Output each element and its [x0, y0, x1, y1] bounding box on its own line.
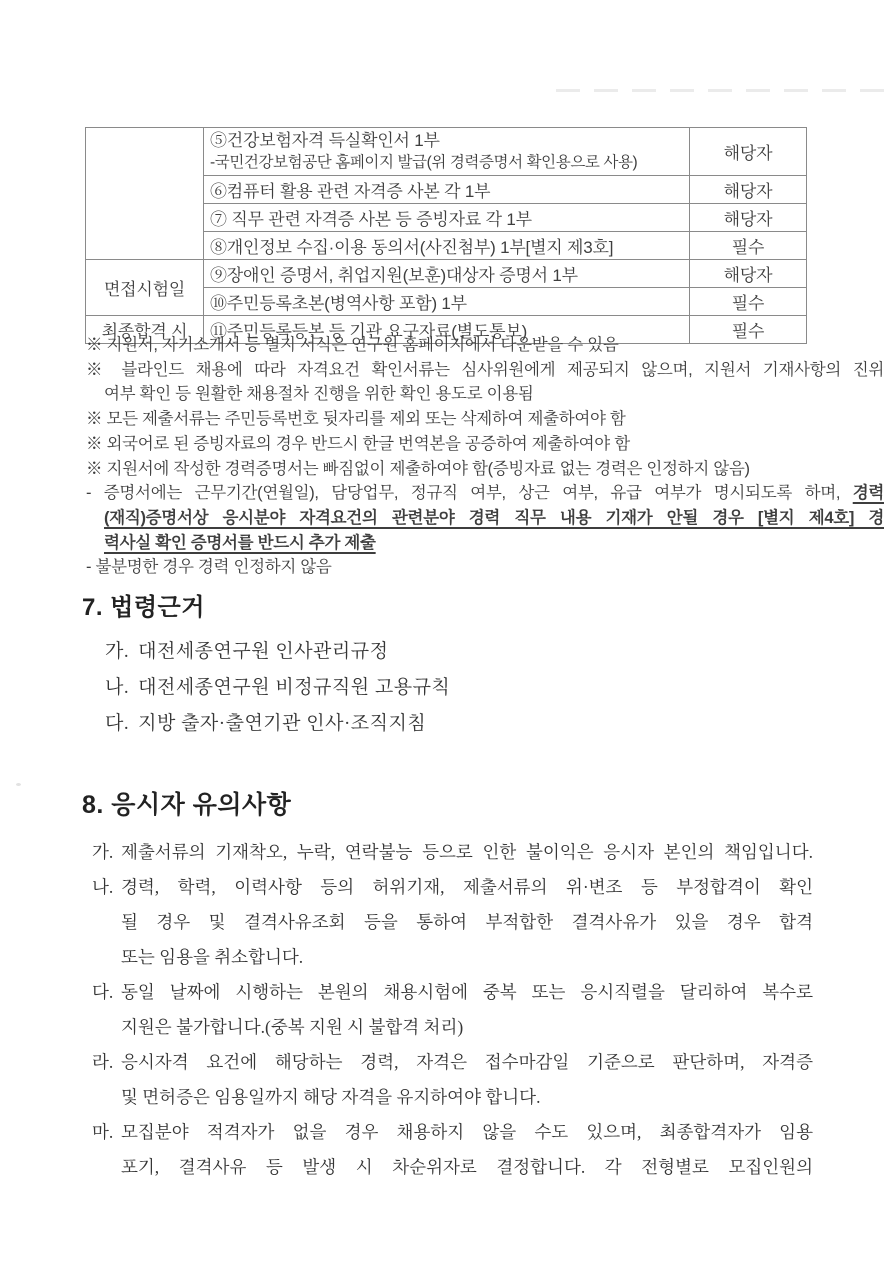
note-line: 여부 확인 등 원활한 채용절차 진행을 위한 확인 용도로 이용됨 [104, 385, 534, 404]
list-item-label: 가. [105, 641, 130, 662]
note-line: ※ 블라인드 채용에 따라 자격요건 확인서류는 심사위원에게 제공되지 않으며, 지원서 기재사항의 진위 [86, 360, 884, 379]
list-item-text: 지방 출자·출연기관 인사·조직지침 [138, 713, 427, 734]
note-emphasis: (재직)증명서상 응시분야 자격요건의 관련분야 경력 직무 내용 기재가 안될 경우 [별지 제4호] 경 [104, 508, 884, 527]
list-item [105, 642, 802, 662]
required-cell: 해당자 [690, 204, 807, 232]
text-line: 또는 임용을 취소합니다. [121, 947, 304, 967]
note-emphasis: 경력 [852, 484, 884, 503]
list-item-label: 마. [92, 1122, 114, 1142]
text-line: 제출서류의 기재착오, 누락, 연락불능 등으로 인한 불이익은 응시자 본인의 책임입니다. [121, 842, 813, 862]
legal-basis-list [82, 642, 802, 734]
table-row [86, 260, 807, 288]
category-cell [86, 128, 204, 260]
required-cell: 해당자 [690, 128, 807, 176]
list-item-label: 다. [92, 982, 114, 1002]
section-legal-basis [82, 594, 802, 750]
category-cell: 최종합격 시 [86, 316, 204, 344]
text-line: 지원은 불가합니다.(중복 지원 시 불합격 처리) [121, 1017, 464, 1037]
category-cell: 면접시험일 [86, 260, 204, 316]
scan-artifact [556, 89, 890, 92]
note-line-career [86, 481, 884, 506]
list-item [92, 870, 813, 975]
document-cell: ⑩주민등록초본(병역사항 포함) 1부 [204, 288, 690, 316]
text-line: 포기, 결격사유 등 발생 시 차순위자로 결정합니다. 각 전형별로 모집인원의 [121, 1157, 813, 1177]
list-item-label: 나. [105, 677, 130, 698]
list-item [105, 678, 802, 698]
text-line: 동일 날짜에 시행하는 본원의 채용시험에 중복 또는 응시직렬을 달리하여 복수로 [121, 982, 813, 1002]
submission-documents-table [85, 127, 807, 344]
list-item-text [121, 870, 813, 975]
required-cell: 해당자 [690, 260, 807, 288]
note-emphasis: 력사실 확인 증명서를 반드시 추가 제출 [104, 533, 376, 552]
list-item-text [121, 835, 813, 870]
list-item-text [121, 1045, 813, 1115]
section-heading: 8. 응시자 유의사항 [82, 791, 292, 819]
document-cell: ⑥컴퓨터 활용 관련 자격증 사본 각 1부 [204, 176, 690, 204]
note-line: - 불분명한 경우 경력 인정하지 않음 [86, 558, 332, 577]
note-line: ※ 지원서에 작성한 경력증명서는 빠짐없이 제출하여야 함(증빙자료 없는 경력은 인정하지 않음) [86, 459, 750, 478]
list-item-label: 라. [92, 1052, 114, 1072]
note-line: ※ 지원서, 자기소개서 등 별지 서식은 연구원 홈페이지에서 다운받을 수 있음 [86, 336, 619, 354]
list-item [92, 835, 813, 870]
note-line-career [86, 531, 884, 556]
section-applicant-notes [82, 790, 813, 1185]
document-cell: ⑧개인정보 수집·이용 동의서(사진첨부) 1부[별지 제3호] [204, 232, 690, 260]
list-item-text: 대전세종연구원 인사관리규정 [138, 641, 389, 662]
section-heading: 7. 법령근거 [82, 594, 205, 621]
document-cell: ⑦ 직무 관련 자격증 사본 등 증빙자료 각 1부 [204, 204, 690, 232]
list-item [105, 714, 802, 734]
notes-block [86, 333, 884, 580]
text-line: 경력, 학력, 이력사항 등의 허위기재, 제출서류의 위·변조 등 부정합격이 확인 [121, 877, 813, 897]
document-subtext: -국민건강보험공단 홈페이지 발급(위 경력증명서 확인용으로 사용) [210, 153, 638, 171]
list-item-text: 대전세종연구원 비정규직원 고용규칙 [138, 677, 451, 698]
required-cell: 필수 [690, 316, 807, 344]
list-item-label: 다. [105, 713, 130, 734]
document-cell: ⑨장애인 증명서, 취업지원(보훈)대상자 증명서 1부 [204, 260, 690, 288]
list-item [92, 975, 813, 1045]
note-line: ※ 모든 제출서류는 주민등록번호 뒷자리를 제외 또는 삭제하여 제출하여야 함 [86, 410, 626, 429]
note-text: - 증명서에는 근무기간(연월일), 담당업무, 정규직 여부, 상근 여부, 유급 여부가 명시되도록 하며, [86, 484, 853, 503]
list-item [92, 1115, 813, 1185]
required-cell: 필수 [690, 232, 807, 260]
text-line: 모집분야 적격자가 없을 경우 채용하지 않을 수도 있으며, 최종합격자가 임용 [121, 1122, 813, 1142]
document-text: ⑤건강보험자격 득실확인서 1부 [210, 130, 440, 150]
list-item-label: 가. [92, 842, 114, 862]
text-line: 및 면허증은 임용일까지 해당 자격을 유지하여야 합니다. [121, 1087, 541, 1107]
list-item-text [121, 975, 813, 1045]
scan-artifact-dot [16, 783, 21, 786]
document-cell: ⑪주민등록등본 등 기관 요구자료(별도통보) [204, 316, 690, 344]
note-line-career [86, 506, 884, 531]
list-item-text [121, 1115, 813, 1185]
document-cell [204, 128, 690, 176]
applicant-notes-list [82, 835, 813, 1185]
note-line: ※ 외국어로 된 증빙자료의 경우 반드시 한글 번역본을 공증하여 제출하여야 함 [86, 434, 630, 453]
required-cell: 필수 [690, 288, 807, 316]
text-line: 응시자격 요건에 해당하는 경력, 자격은 접수마감일 기준으로 판단하며, 자격증 [121, 1052, 813, 1072]
table-row [86, 128, 807, 176]
list-item [92, 1045, 813, 1115]
required-cell: 해당자 [690, 176, 807, 204]
text-line: 될 경우 및 결격사유조회 등을 통하여 부적합한 결격사유가 있을 경우 합격 [121, 912, 813, 932]
list-item-label: 나. [92, 877, 114, 897]
